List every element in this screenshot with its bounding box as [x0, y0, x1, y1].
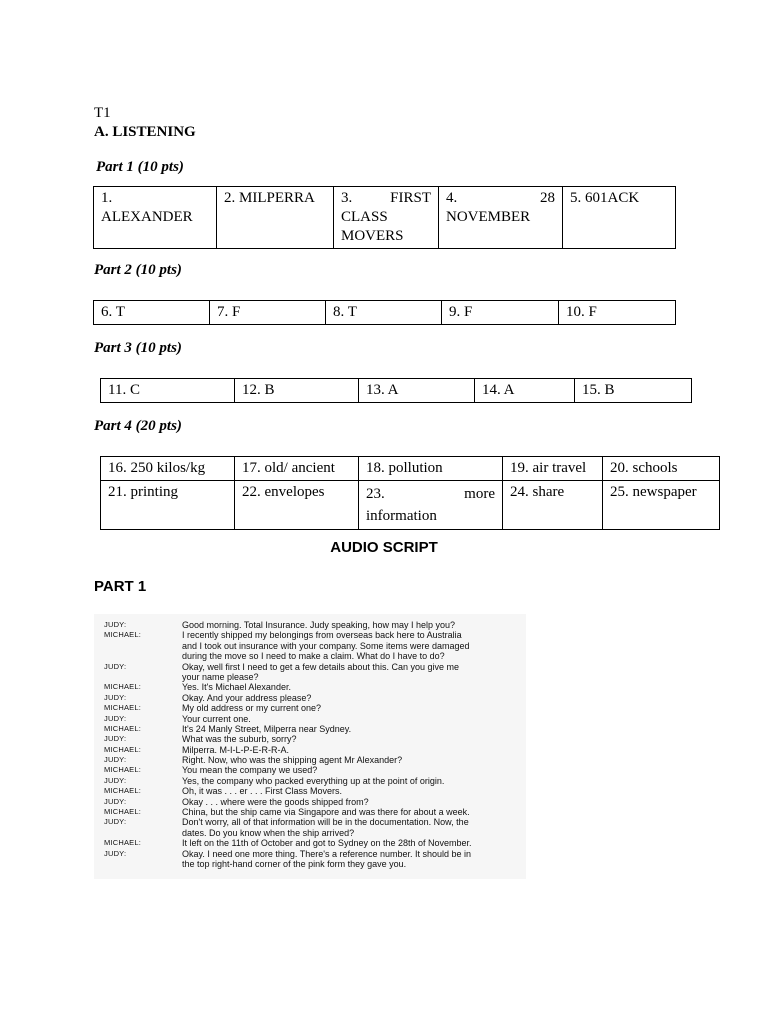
transcript-line [94, 828, 526, 838]
part1-script-heading: PART 1 [94, 578, 147, 595]
transcript-line [94, 859, 526, 869]
speaker-label: MICHAEL: [104, 786, 142, 796]
answer-cell-14: 14. A [475, 379, 575, 403]
speech-text: Okay, well first I need to get a few details about this. Can you give me [182, 661, 459, 672]
answer-num-23: 23. [366, 486, 385, 502]
speaker-label: MICHAEL: [104, 765, 142, 775]
answer-cell-24: 24. share [503, 481, 603, 530]
part1-title: Part 1 (10 pts) [96, 159, 184, 175]
answer-text-4b: NOVEMBER [446, 209, 531, 225]
speech-text: the top right-hand corner of the pink form they gave you. [182, 858, 407, 869]
speaker-label: JUDY: [104, 713, 127, 723]
transcript-line [94, 765, 526, 775]
part4-title: Part 4 (20 pts) [94, 418, 182, 434]
transcript-line [94, 682, 526, 692]
transcript-line [94, 651, 526, 661]
part4-answer-table [100, 456, 720, 530]
answer-text-23b: information [366, 508, 437, 524]
transcript-line [94, 817, 526, 827]
transcript-line [94, 745, 526, 755]
answer-cell-12: 12. B [235, 379, 359, 403]
answer-cell-11: 11. C [101, 379, 235, 403]
transcript-line [94, 662, 526, 672]
speaker-label: MICHAEL: [104, 682, 142, 692]
answer-cell-4 [439, 187, 563, 249]
transcript-line [94, 849, 526, 859]
speaker-label: MICHAEL: [104, 703, 142, 713]
transcript-line [94, 776, 526, 786]
speech-text: dates. Do you know when the ship arrived? [182, 827, 355, 838]
speaker-label: JUDY: [104, 775, 127, 785]
answer-cell-19: 19. air travel [503, 457, 603, 481]
speech-text: Yes, the company who packed everything up at the point of origin. [182, 775, 445, 786]
transcript-line [94, 755, 526, 765]
answer-num-1: 1. [101, 190, 113, 206]
speech-text: What was the suburb, sorry? [182, 734, 297, 745]
answer-cell-21: 21. printing [101, 481, 235, 530]
transcript-line [94, 724, 526, 734]
transcript-line [94, 630, 526, 640]
speech-text: Good morning. Total Insurance. Judy speaking, how may I help you? [182, 620, 455, 630]
transcript-line [94, 714, 526, 724]
answer-text-23a: more [464, 486, 495, 502]
speech-text: Don't worry, all of that information will be in the documentation. Now, the [182, 817, 469, 828]
test-code: T1 [94, 105, 111, 121]
answer-cell-6: 6. T [94, 301, 210, 325]
transcript-lines [94, 620, 526, 869]
speech-text: My old address or my current one? [182, 703, 322, 714]
speech-text: It's 24 Manly Street, Milperra near Sydney. [182, 723, 352, 734]
section-heading: A. LISTENING [94, 124, 196, 140]
part1-answer-table [93, 186, 676, 249]
transcript-line [94, 641, 526, 651]
transcript-line [94, 797, 526, 807]
transcript-line [94, 703, 526, 713]
speech-text: Okay. I need one more thing. There's a reference number. It should be in [182, 848, 472, 859]
answer-text-4a: 28 [540, 190, 555, 206]
speaker-label: JUDY: [104, 661, 127, 671]
answer-num-3: 3. [341, 190, 353, 206]
transcript-line [94, 807, 526, 817]
answer-cell-20: 20. schools [603, 457, 720, 481]
answer-cell-17: 17. old/ ancient [235, 457, 359, 481]
transcript-line [94, 672, 526, 682]
answer-text-1: ALEXANDER [101, 209, 193, 225]
speech-text: It left on the 11th of October and got to Sydney on the 28th of November. [182, 838, 472, 849]
speaker-label: JUDY: [104, 755, 127, 765]
part3-title: Part 3 (10 pts) [94, 340, 182, 356]
speaker-label: MICHAEL: [104, 807, 142, 817]
answer-text-3a: FIRST [390, 190, 431, 206]
answer-cell-7: 7. F [210, 301, 326, 325]
audio-script-title: AUDIO SCRIPT [330, 539, 438, 556]
speech-text: Right. Now, who was the shipping agent Mr Alexander? [182, 755, 403, 766]
answer-cell-18: 18. pollution [359, 457, 503, 481]
transcript-line [94, 786, 526, 796]
speaker-label: MICHAEL: [104, 838, 142, 848]
answer-text-3b: CLASS [341, 209, 388, 225]
speaker-label: JUDY: [104, 848, 127, 858]
speaker-label: MICHAEL: [104, 723, 142, 733]
answer-cell-22: 22. envelopes [235, 481, 359, 530]
speech-text: Okay. And your address please? [182, 692, 312, 703]
answer-cell-2: 2. MILPERRA [217, 187, 334, 249]
speech-text: Milperra. M-I-L-P-E-R-R-A. [182, 744, 289, 755]
answer-text-3c: MOVERS [341, 228, 404, 244]
speaker-label: JUDY: [104, 796, 127, 806]
speaker-label: MICHAEL: [104, 744, 142, 754]
speaker-label: JUDY: [104, 620, 127, 629]
part3-answer-table [100, 378, 692, 403]
part2-answer-table [93, 300, 676, 325]
part2-title: Part 2 (10 pts) [94, 262, 182, 278]
speech-text: Your current one. [182, 713, 251, 724]
answer-cell-8: 8. T [326, 301, 442, 325]
answer-cell-16: 16. 250 kilos/kg [101, 457, 235, 481]
speaker-label: JUDY: [104, 817, 127, 827]
transcript-line [94, 734, 526, 744]
answer-num-4: 4. [446, 190, 458, 206]
answer-cell-25: 25. newspaper [603, 481, 720, 530]
answer-cell-9: 9. F [442, 301, 559, 325]
speaker-label: JUDY: [104, 692, 127, 702]
speech-text: Oh, it was . . . er . . . First Class Movers. [182, 786, 343, 797]
speaker-label: JUDY: [104, 734, 127, 744]
speech-text: You mean the company we used? [182, 765, 318, 776]
answer-cell-1 [94, 187, 217, 249]
answer-cell-13: 13. A [359, 379, 475, 403]
speaker-label: MICHAEL: [104, 630, 142, 640]
speech-text: your name please? [182, 671, 259, 682]
transcript-line [94, 620, 526, 630]
answer-cell-15: 15. B [575, 379, 692, 403]
speech-text: and I took out insurance with your company. Some items were damaged [182, 640, 470, 651]
speech-text: I recently shipped my belongings from overseas back here to Australia [182, 630, 462, 641]
answer-cell-5: 5. 601ACK [563, 187, 676, 249]
speech-text: China, but the ship came via Singapore and was there for about a week. [182, 807, 470, 818]
speech-text: Yes. It's Michael Alexander. [182, 682, 291, 693]
transcript-line [94, 693, 526, 703]
speech-text: during the move so I need to make a claim. What do I have to do? [182, 651, 445, 662]
transcript-scan [94, 614, 526, 879]
answer-cell-23 [359, 481, 503, 530]
answer-cell-3 [334, 187, 439, 249]
speech-text: Okay . . . where were the goods shipped from? [182, 796, 369, 807]
transcript-line [94, 838, 526, 848]
answer-cell-10: 10. F [559, 301, 676, 325]
